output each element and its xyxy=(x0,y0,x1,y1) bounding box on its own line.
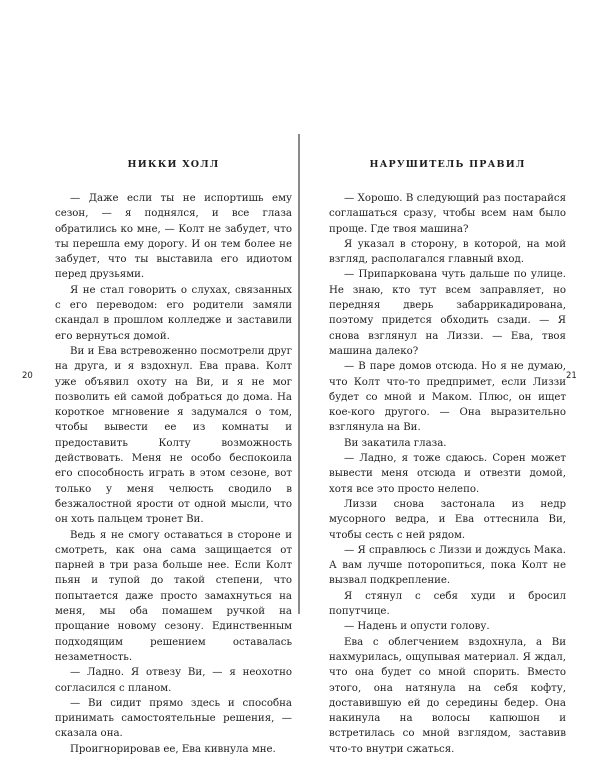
paragraph: Ведь я не смогу оставаться в стороне и смотреть, как она сама защищается от парней в три раза больше нее. Если Колт пьян и тупой до такой степени, что попытается даже просто замахнуться на меня, мы оба помашем ручкой на прощание новому сезону. Единственным подходящим решением оставалась незаметность. xyxy=(55,529,292,663)
paragraph: Проигнорировав ее, Ева кивнула мне. xyxy=(70,743,276,755)
paragraph: Ви закатила глаза. xyxy=(344,437,447,449)
paragraph: — Хорошо. В следующий раз постарайся соглашаться сразу, чтобы всем нам было проще. Где твоя машина? xyxy=(329,193,566,235)
paragraph: — Надень и опусти голову. xyxy=(344,621,490,633)
paragraph: — Ладно. Я отвезу Ви, — я неохотно согласился с планом. xyxy=(55,667,292,694)
paragraph: — Припаркована чуть дальше по улице. Не знаю, кто тут всем заправляет, но передняя дверь забаррикадирована, поэтому придется обходить сзади. — Я снова взглянул на Лиззи. — Ева, твоя машина далеко? xyxy=(329,269,566,357)
paragraph: Я стянул с себя худи и бросил попутчице. xyxy=(329,590,566,618)
paragraph: Я указал в сторону, в которой, на мой взгляд, располагался главный вход. xyxy=(329,238,566,266)
book-spine xyxy=(298,134,300,614)
left-running-header: НИККИ ХОЛЛ xyxy=(127,159,220,170)
right-page xyxy=(329,159,566,757)
right-page-number: 21 xyxy=(566,371,577,381)
paragraph: Ева с облегчением вздохнула, а Ви нахмурилась, ощупывая материал. Я ждал, что она будет со мной спорить. Вместо этого, она натянула на себя кофту, доставившую ей до середины бедер. Она накинула на волосы капюшон и встретилась со мной взглядом, заставив что-то внутри сжаться. xyxy=(329,636,566,755)
paragraph: — Ладно, я тоже сдаюсь. Сорен может вывести меня отсюда и отвезти домой, хотя все это просто нелепо. xyxy=(329,453,566,495)
paragraph: Ви и Ева встревоженно посмотрели друг на друга, и я вздохнул. Ева права. Колт уже объявил охоту на Ви, и я не мог позволить ей самой добраться до дома. На короткое мгновение я задумался о том, чтобы вывести ее из комнаты и предоставить Колту возможность действовать. Меня не особо беспокоила его способность играть в этом сезоне, вот только у меня челюсть сводило в безжалостной ярости от одной мысли, что он хоть пальцем тронет Ви. xyxy=(55,345,292,526)
left-page-number: 20 xyxy=(22,371,33,381)
paragraph: — Даже если ты не испортишь ему сезон, — я поднялся, и все глаза обратились ко мне, — Колт не забудет, что ты перешла ему дорогу. И он тем более не забудет, что ты выставила его идиотом перед друзьями. xyxy=(55,193,292,281)
left-page xyxy=(55,159,292,757)
paragraph: Я не стал говорить о слухах, связанных с его переводом: его родители замяли скандал в прошлом колледже и заставили его вернуться домой. xyxy=(55,284,292,342)
paragraph: — В паре домов отсюда. Но я не думаю, что Колт что-то предпримет, если Лиззи будет со мной и Маком. Плюс, он ищет кое-кого другого. — Она выразительно взглянула на Ви. xyxy=(329,361,566,434)
right-running-header: НАРУШИТЕЛЬ ПРАВИЛ xyxy=(369,159,526,170)
paragraph: — Ви сидит прямо здесь и способна принимать самостоятельные решения, — сказала она. xyxy=(55,697,292,740)
paragraph: Лиззи снова застонала из недр мусорного ведра, и Ева оттеснила Ви, чтобы сесть с ней рядом. xyxy=(329,498,566,541)
paragraph: — Я справлюсь с Лиззи и дождусь Мака. А вам лучше поторопиться, пока Колт не вызвал подкрепление. xyxy=(329,544,566,587)
